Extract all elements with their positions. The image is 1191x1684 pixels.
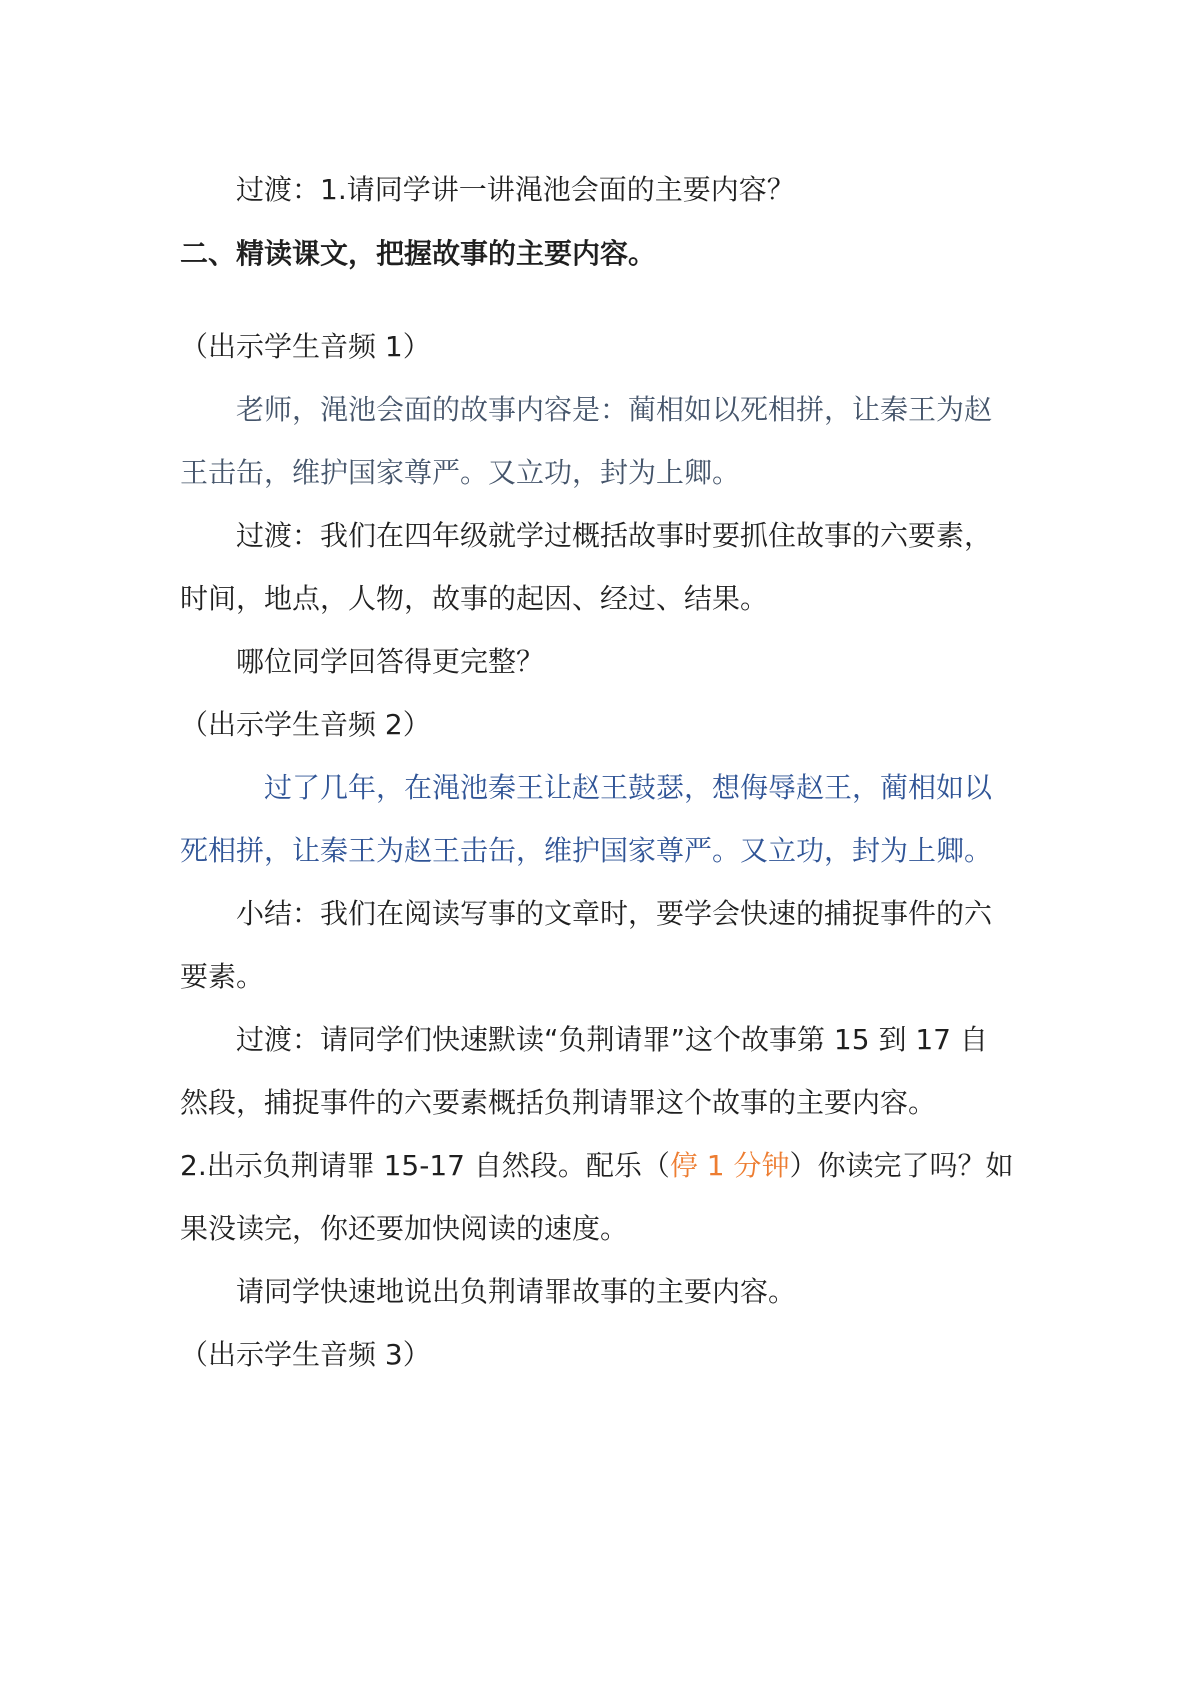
- student-answer-line-2: 死相拼，让秦王为赵王击缶，维护国家尊严。又立功，封为上卿。: [180, 834, 993, 867]
- summary-line-2: 要素。: [180, 960, 265, 993]
- step-2-text-before: 2.出示负荆请罪 15-17 自然段。配乐（: [180, 1149, 670, 1182]
- question-line: 哪位同学回答得更完整？: [236, 645, 545, 678]
- transition-line-1: 过渡：1.请同学讲一讲渑池会面的主要内容？: [236, 173, 795, 206]
- transition-2-line-2: 时间，地点，人物，故事的起因、经过、结果。: [180, 582, 769, 615]
- transition-3-line-1: 过渡：请同学们快速默读“负荆请罪”这个故事第 15 到 17 自: [236, 1023, 988, 1056]
- audio-note-3: （出示学生音频 3）: [180, 1338, 431, 1371]
- teacher-answer-line-1: 老师，渑池会面的故事内容是：蔺相如以死相拼，让秦王为赵: [236, 393, 993, 426]
- section-heading: 二、精读课文，把握故事的主要内容。: [180, 237, 657, 270]
- student-answer-line-1: 过了几年，在渑池秦王让赵王鼓瑟，想侮辱赵王，蔺相如以: [264, 771, 993, 804]
- teacher-answer-line-2: 王击缶，维护国家尊严。又立功，封为上卿。: [180, 456, 741, 489]
- pause-highlight: 停 1 分钟: [669, 1149, 790, 1182]
- audio-note-2: （出示学生音频 2）: [180, 708, 431, 741]
- transition-3-line-2: 然段，捕捉事件的六要素概括负荆请罪这个故事的主要内容。: [180, 1086, 937, 1119]
- step-2-line-2: 果没读完，你还要加快阅读的速度。: [180, 1212, 629, 1245]
- step-2-line-1: [180, 1134, 1014, 1197]
- prompt-line: 请同学快速地说出负荆请罪故事的主要内容。: [236, 1275, 797, 1308]
- step-2-text-after: ）你读完了吗？如: [789, 1149, 1014, 1182]
- audio-note-1: （出示学生音频 1）: [180, 330, 431, 363]
- transition-2-line-1: 过渡：我们在四年级就学过概括故事时要抓住故事的六要素，: [236, 519, 993, 552]
- summary-line-1: 小结：我们在阅读写事的文章时，要学会快速的捕捉事件的六: [236, 897, 993, 930]
